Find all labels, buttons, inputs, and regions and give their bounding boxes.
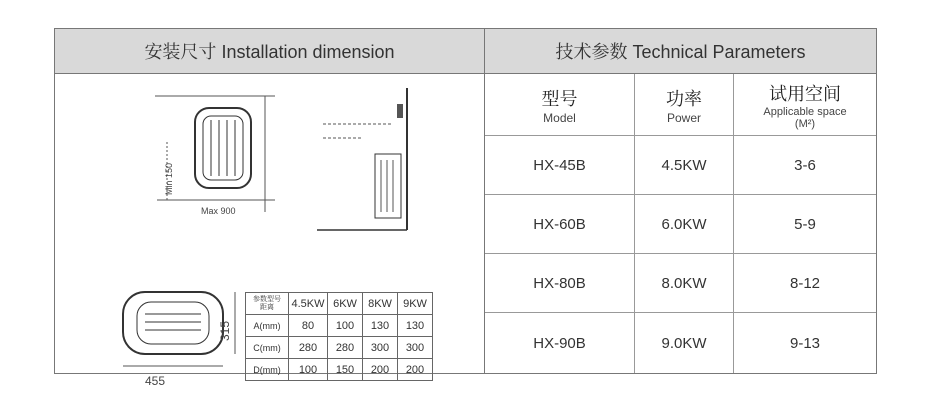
model-cell: HX-80B [485, 254, 635, 312]
dim-cell: 100 [328, 315, 363, 337]
space-cell: 5-9 [794, 215, 816, 233]
dim-cell: 280 [328, 337, 363, 359]
front-height-label: Min 150 [164, 162, 175, 196]
space-header-unit: (M²) [794, 117, 816, 130]
tech-row [485, 136, 876, 195]
dim-cell: 200 [363, 359, 398, 381]
dim-header-row [246, 293, 433, 315]
installation-header: 安装尺寸 Installation dimension [55, 29, 485, 74]
space-header-en: Applicable space [763, 105, 847, 118]
technical-table [485, 74, 876, 373]
side-width-label: 455 [145, 374, 166, 388]
dim-cell: 300 [363, 337, 398, 359]
technical-header: 技术参数 Technical Parameters [485, 29, 876, 74]
model-cell: HX-60B [485, 195, 635, 253]
dim-cell: 280 [289, 337, 328, 359]
dim-row [246, 315, 433, 337]
dim-col-header: 4.5KW [289, 293, 328, 315]
dim-cell: 80 [289, 315, 328, 337]
power-header-en: Power [666, 110, 701, 125]
power-header-zh: 功率 [666, 88, 702, 109]
model-header-en: Model [543, 110, 576, 125]
space-cell: 8-12 [789, 274, 821, 292]
tech-header-row [485, 74, 876, 136]
tech-row [485, 195, 876, 254]
space-header-zh: 试用空间 [769, 83, 841, 104]
tech-row [485, 313, 876, 373]
dim-col-header: 6KW [328, 293, 363, 315]
side-section-drawing [313, 84, 423, 234]
power-cell: 8.0KW [635, 254, 734, 312]
front-width-label: Max 900 [201, 206, 236, 216]
dim-row-label: C(mm) [246, 337, 289, 359]
space-cell: 3-6 [794, 156, 816, 174]
side-height-label: 315 [218, 320, 233, 342]
power-cell: 9.0KW [635, 313, 734, 373]
power-cell: 6.0KW [635, 195, 734, 253]
dim-row-label: A(mm) [246, 315, 289, 337]
space-cell: 9-13 [789, 334, 821, 352]
spec-sheet [54, 28, 877, 388]
model-header [485, 74, 635, 135]
dim-row [246, 337, 433, 359]
dim-cell: 200 [398, 359, 433, 381]
dim-col-header: 9KW [398, 293, 433, 315]
power-header [635, 74, 734, 135]
space-header [734, 74, 876, 135]
dim-col-header: 8KW [363, 293, 398, 315]
dim-cell: 130 [398, 315, 433, 337]
model-cell: HX-90B [485, 313, 635, 373]
model-cell: HX-45B [485, 136, 635, 194]
dim-cell: 100 [289, 359, 328, 381]
power-cell: 4.5KW [635, 136, 734, 194]
dim-cell: 150 [328, 359, 363, 381]
front-view-drawing [145, 82, 285, 222]
tech-row [485, 254, 876, 313]
dim-cell: 130 [363, 315, 398, 337]
installation-pane [55, 74, 485, 388]
dim-corner-cell: 参数型号 距离 [246, 293, 289, 315]
dimension-table [245, 292, 433, 381]
dim-row [246, 359, 433, 381]
model-header-zh: 型号 [541, 88, 578, 109]
dim-cell: 300 [398, 337, 433, 359]
dim-row-label: D(mm) [246, 359, 289, 381]
